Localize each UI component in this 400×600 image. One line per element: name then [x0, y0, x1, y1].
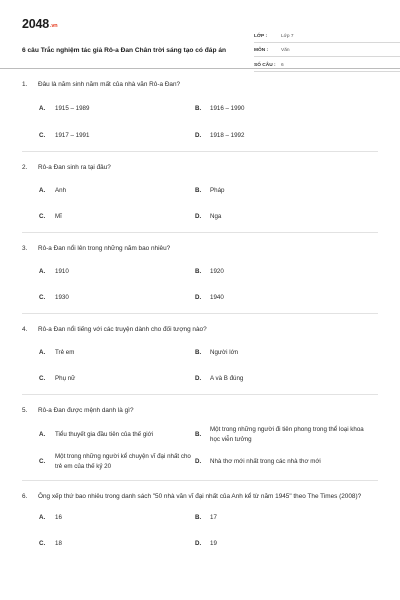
option-text: Pháp [210, 187, 225, 194]
option-a[interactable] [22, 348, 195, 358]
question-number: 3. [22, 245, 28, 252]
question-text [22, 325, 378, 335]
option-text: 19 [210, 539, 217, 547]
option-b[interactable] [195, 186, 378, 196]
question-text [22, 406, 378, 416]
option-text: Một trong những người kể chuyện vĩ đại nhất cho trẻ em của thế kỷ 20 [55, 453, 191, 470]
option-b[interactable] [195, 513, 378, 523]
header [22, 15, 378, 79]
option-letter: C. [39, 131, 46, 139]
question-text [22, 492, 378, 502]
question-number: 5. [22, 407, 28, 414]
option-row [22, 348, 378, 358]
option-row [22, 131, 378, 141]
option-text: Phụ nữ [55, 374, 76, 382]
option-text: Mĩ [55, 212, 62, 220]
option-a[interactable] [22, 513, 195, 523]
option-letter: C. [39, 212, 46, 220]
document-title: 6 câu Trắc nghiệm tác giả Rô-a Đan Chân trời sáng tạo có đáp án [22, 47, 227, 54]
option-text: 16 [55, 514, 62, 521]
option-letter: B. [195, 268, 202, 276]
option-letter: A. [39, 187, 46, 195]
option-a[interactable] [22, 104, 195, 114]
option-c[interactable] [22, 212, 195, 222]
meta-value: Lớp 7 [281, 33, 294, 39]
meta-label: MÔN : [254, 48, 269, 53]
option-letter: C. [39, 374, 46, 382]
option-text: 1940 [210, 293, 224, 301]
question-number: 6. [22, 493, 28, 500]
meta-value: Văn [281, 48, 290, 53]
question-body: Rô-a Đan sinh ra tại đâu? [38, 164, 111, 171]
question-3 [22, 244, 378, 325]
option-text: Người lớn [210, 349, 239, 356]
option-row [22, 293, 378, 303]
option-text: A và B đúng [210, 374, 244, 382]
meta-row-count [254, 57, 400, 72]
option-a[interactable] [22, 430, 195, 440]
option-c[interactable] [22, 539, 195, 549]
option-text: 1910 [55, 268, 69, 275]
question-body: Rô-a Đan nổi tiếng với các truyện dành cho đối tượng nào? [38, 326, 207, 333]
option-text: 1917 – 1991 [55, 131, 90, 139]
option-text: Nga [210, 212, 222, 220]
option-b[interactable] [195, 104, 378, 114]
question-text [22, 244, 378, 254]
option-c[interactable] [22, 293, 195, 303]
question-5 [22, 406, 378, 492]
option-letter: B. [195, 105, 202, 113]
option-letter: D. [195, 539, 202, 547]
option-text: 1916 – 1990 [210, 105, 245, 112]
question-1 [22, 80, 378, 163]
question-body: Rô-a Đan được mệnh danh là gì? [38, 407, 134, 414]
logo-suffix: .vn [50, 23, 58, 29]
option-c[interactable] [22, 131, 195, 141]
option-letter: B. [195, 514, 202, 522]
option-text: 18 [55, 539, 62, 547]
option-row [22, 539, 378, 549]
question-number: 2. [22, 164, 28, 171]
site-logo[interactable] [22, 17, 57, 31]
option-letter: A. [39, 431, 46, 438]
option-letter: D. [195, 458, 202, 465]
option-text: Trẻ em [55, 349, 75, 356]
question-body: Ông xếp thứ bao nhiêu trong danh sách "50 nhà văn vĩ đại nhất của Anh kể từ năm 1945" theo The Times (2008)? [38, 493, 362, 500]
question-body: Rô-a Đan nổi lên trong những năm bao nhiêu? [38, 245, 171, 252]
question-text [22, 163, 378, 173]
question-4 [22, 325, 378, 406]
option-text: 17 [210, 514, 217, 521]
option-row [22, 186, 378, 196]
option-row [22, 452, 378, 471]
option-letter: D. [195, 374, 202, 382]
option-text: Một trong những người đi tiên phong trong thể loại khoa học viễn tưởng [210, 426, 364, 443]
option-d[interactable] [195, 212, 378, 222]
option-row [22, 425, 378, 444]
question-text [22, 80, 378, 90]
option-d[interactable] [195, 539, 378, 549]
option-letter: A. [39, 268, 46, 276]
option-letter: A. [39, 105, 46, 113]
question-list [22, 80, 378, 548]
question-6 [22, 492, 378, 548]
option-text: 1918 – 1992 [210, 131, 245, 139]
option-row [22, 513, 378, 523]
header-divider [0, 68, 400, 69]
question-2 [22, 163, 378, 244]
option-c[interactable] [22, 452, 195, 471]
option-letter: B. [195, 187, 202, 195]
option-d[interactable] [195, 131, 378, 141]
meta-value: 6 [281, 62, 284, 68]
option-letter: D. [195, 293, 202, 301]
option-letter: B. [195, 431, 202, 438]
option-a[interactable] [22, 186, 195, 196]
option-text: 1930 [55, 293, 69, 301]
question-number: 1. [22, 81, 28, 88]
option-c[interactable] [22, 374, 195, 384]
option-letter: C. [39, 539, 46, 547]
logo-text: 2048 [22, 17, 50, 31]
option-row [22, 212, 378, 222]
option-d[interactable] [195, 293, 378, 303]
option-letter: B. [195, 349, 202, 357]
option-letter: A. [39, 349, 46, 357]
question-body: Đâu là năm sinh năm mất của nhà văn Rô-a Đan? [38, 81, 181, 88]
meta-label: SỐ CÂU : [254, 62, 276, 68]
question-number: 4. [22, 326, 28, 333]
option-b[interactable] [195, 267, 378, 277]
meta-panel [254, 28, 400, 72]
option-text: 1915 – 1989 [55, 105, 90, 112]
option-b[interactable] [195, 425, 378, 444]
meta-row-subject [254, 43, 400, 58]
option-text: Nhà thơ mới nhất trong các nhà thơ mới [210, 457, 321, 465]
option-letter: A. [39, 514, 46, 522]
option-d[interactable] [195, 374, 378, 384]
option-text: Anh [55, 187, 67, 194]
meta-label: LỚP : [254, 33, 268, 39]
option-text: Tiểu thuyết gia đầu tiên của thế giới [55, 430, 154, 438]
option-letter: D. [195, 131, 202, 139]
option-row [22, 104, 378, 114]
option-text: 1920 [210, 268, 224, 275]
option-letter: C. [39, 458, 46, 465]
option-d[interactable] [195, 457, 378, 467]
option-letter: D. [195, 212, 202, 220]
option-letter: C. [39, 293, 46, 301]
option-b[interactable] [195, 348, 378, 358]
option-a[interactable] [22, 267, 195, 277]
meta-row-class [254, 28, 400, 43]
option-row [22, 374, 378, 384]
option-row [22, 267, 378, 277]
